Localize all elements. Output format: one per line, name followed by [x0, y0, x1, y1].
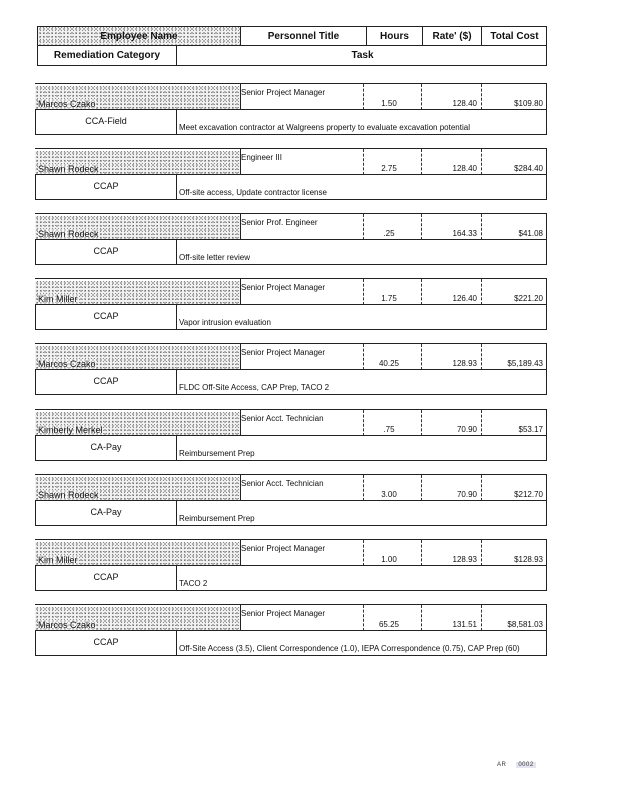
remediation-category: CCA-Field	[85, 116, 127, 126]
remediation-category: CCAP	[93, 572, 119, 582]
record-main-row	[35, 148, 547, 174]
rate-value: 128.93	[452, 555, 477, 564]
record-main-row	[35, 343, 547, 369]
remediation-category: CCAP	[93, 181, 119, 191]
remediation-category: CA-Pay	[90, 442, 122, 452]
divider	[176, 175, 177, 199]
header-row-primary	[37, 26, 547, 46]
record-main-row	[35, 409, 547, 435]
total-cost-value: $212.70	[514, 490, 543, 499]
task-description: Off-site access, Update contractor license	[179, 188, 327, 197]
record	[35, 213, 547, 265]
header-total-cost: Total Cost	[481, 27, 547, 45]
personnel-title: Senior Project Manager	[241, 88, 326, 97]
divider	[481, 149, 482, 175]
record-task-row	[35, 630, 547, 656]
task-description: FLDC Off-Site Access, CAP Prep, TACO 2	[179, 383, 330, 392]
employee-name: Kim Miller	[38, 555, 78, 565]
rate-value: 70.90	[456, 425, 477, 434]
task-description: TACO 2	[179, 579, 208, 588]
divider	[421, 84, 422, 110]
divider	[176, 240, 177, 264]
remediation-category: CA-Pay	[90, 507, 122, 517]
record	[35, 343, 547, 395]
name-cell	[35, 477, 240, 501]
hours-value: 40.25	[378, 359, 400, 368]
divider	[176, 305, 177, 329]
divider	[481, 605, 482, 631]
record-task-row	[35, 109, 547, 135]
divider	[421, 410, 422, 436]
hours-value: 3.00	[381, 490, 397, 499]
name-cell	[35, 542, 240, 566]
footer-left: AR	[497, 762, 507, 768]
task-description: Reimbursement Prep	[179, 514, 255, 523]
divider	[421, 214, 422, 240]
divider	[176, 631, 177, 655]
total-cost-value: $221.20	[514, 294, 543, 303]
personnel-title: Senior Acct. Technician	[241, 479, 324, 488]
hours-value: .25	[383, 229, 395, 238]
name-cell	[35, 86, 240, 110]
header-employee-name: Employee Name	[38, 27, 240, 45]
total-cost-value: $284.40	[514, 164, 543, 173]
hours-value: 2.75	[381, 164, 397, 173]
divider	[176, 436, 177, 460]
record-main-row	[35, 474, 547, 500]
total-cost-value: $5,189.43	[507, 359, 543, 368]
hours-value: 1.00	[381, 555, 397, 564]
record	[35, 83, 547, 135]
task-description: Reimbursement Prep	[179, 449, 255, 458]
record	[35, 409, 547, 461]
personnel-title: Senior Project Manager	[241, 609, 326, 618]
rate-value: 128.40	[452, 164, 477, 173]
record-task-row	[35, 304, 547, 330]
total-cost-value: $128.93	[514, 555, 543, 564]
record-task-row	[35, 369, 547, 395]
record-task-row	[35, 500, 547, 526]
header-hours: Hours	[366, 27, 422, 45]
rate-value: 128.93	[452, 359, 477, 368]
rate-value: 164.33	[452, 229, 477, 238]
divider	[481, 279, 482, 305]
divider	[481, 214, 482, 240]
record	[35, 474, 547, 526]
employee-name: Marcos Czako	[38, 620, 96, 630]
record-main-row	[35, 83, 547, 109]
header-rate: Rate' ($)	[422, 27, 481, 45]
divider	[481, 540, 482, 566]
header-task: Task	[176, 46, 548, 65]
divider	[481, 410, 482, 436]
remediation-category: CCAP	[93, 246, 119, 256]
divider	[421, 344, 422, 370]
employee-name: Marcos Czako	[38, 99, 96, 109]
personnel-title: Senior Acct. Technician	[241, 414, 324, 423]
rate-value: 128.40	[452, 99, 477, 108]
total-cost-value: $53.17	[518, 425, 543, 434]
remediation-category: CCAP	[93, 637, 119, 647]
personnel-title: Senior Project Manager	[241, 544, 326, 553]
page-footer	[497, 762, 536, 768]
hours-value: 1.75	[381, 294, 397, 303]
employee-name: Shawn Rodeck	[38, 229, 99, 239]
personnel-title: Senior Project Manager	[241, 283, 326, 292]
task-description: Vapor intrusion evaluation	[179, 318, 271, 327]
name-cell	[35, 412, 240, 436]
header-remediation-category: Remediation Category	[53, 50, 161, 61]
divider	[481, 84, 482, 110]
divider	[176, 110, 177, 134]
divider	[421, 605, 422, 631]
employee-name: Shawn Rodeck	[38, 490, 99, 500]
rate-value: 126.40	[452, 294, 477, 303]
name-cell	[35, 281, 240, 305]
record-main-row	[35, 539, 547, 565]
record	[35, 539, 547, 591]
divider	[421, 149, 422, 175]
task-description: Off-Site Access (3.5), Client Correspondence (1.0), IEPA Correspondence (0.75), CAP Prep (60)	[179, 644, 520, 653]
table-header	[37, 26, 547, 66]
record	[35, 278, 547, 330]
footer-code: 0002	[518, 762, 534, 768]
name-cell	[35, 607, 240, 631]
divider	[481, 344, 482, 370]
name-cell	[35, 216, 240, 240]
hours-value: .75	[383, 425, 395, 434]
header-row-secondary	[37, 46, 547, 66]
total-cost-value: $41.08	[518, 229, 543, 238]
record-task-row	[35, 435, 547, 461]
personnel-title: Senior Project Manager	[241, 348, 326, 357]
employee-name: Kimberly Merkel	[38, 425, 103, 435]
record-main-row	[35, 604, 547, 630]
record	[35, 148, 547, 200]
name-cell	[35, 346, 240, 370]
total-cost-value: $109.80	[514, 99, 543, 108]
divider	[421, 540, 422, 566]
employee-name: Shawn Rodeck	[38, 164, 99, 174]
divider	[481, 475, 482, 501]
divider	[176, 566, 177, 590]
record-task-row	[35, 239, 547, 265]
header-personnel-title: Personnel Title	[240, 27, 366, 45]
record-main-row	[35, 278, 547, 304]
divider	[421, 279, 422, 305]
remediation-category: CCAP	[93, 311, 119, 321]
personnel-title: Engineer III	[241, 153, 282, 162]
employee-name: Marcos Czako	[38, 359, 96, 369]
record-main-row	[35, 213, 547, 239]
name-cell	[35, 151, 240, 175]
personnel-title: Senior Prof. Engineer	[241, 218, 318, 227]
divider	[421, 475, 422, 501]
record	[35, 604, 547, 656]
record-task-row	[35, 174, 547, 200]
hours-value: 65.25	[378, 620, 400, 629]
total-cost-value: $8,581.03	[507, 620, 543, 629]
divider	[176, 501, 177, 525]
remediation-category: CCAP	[93, 376, 119, 386]
record-task-row	[35, 565, 547, 591]
rate-value: 70.90	[456, 490, 477, 499]
rate-value: 131.51	[452, 620, 477, 629]
hours-value: 1.50	[381, 99, 397, 108]
task-description: Meet excavation contractor at Walgreens property to evaluate excavation potential	[179, 123, 470, 132]
employee-name: Kim Miller	[38, 294, 78, 304]
divider	[176, 370, 177, 394]
task-description: Off-site letter review	[179, 253, 250, 262]
